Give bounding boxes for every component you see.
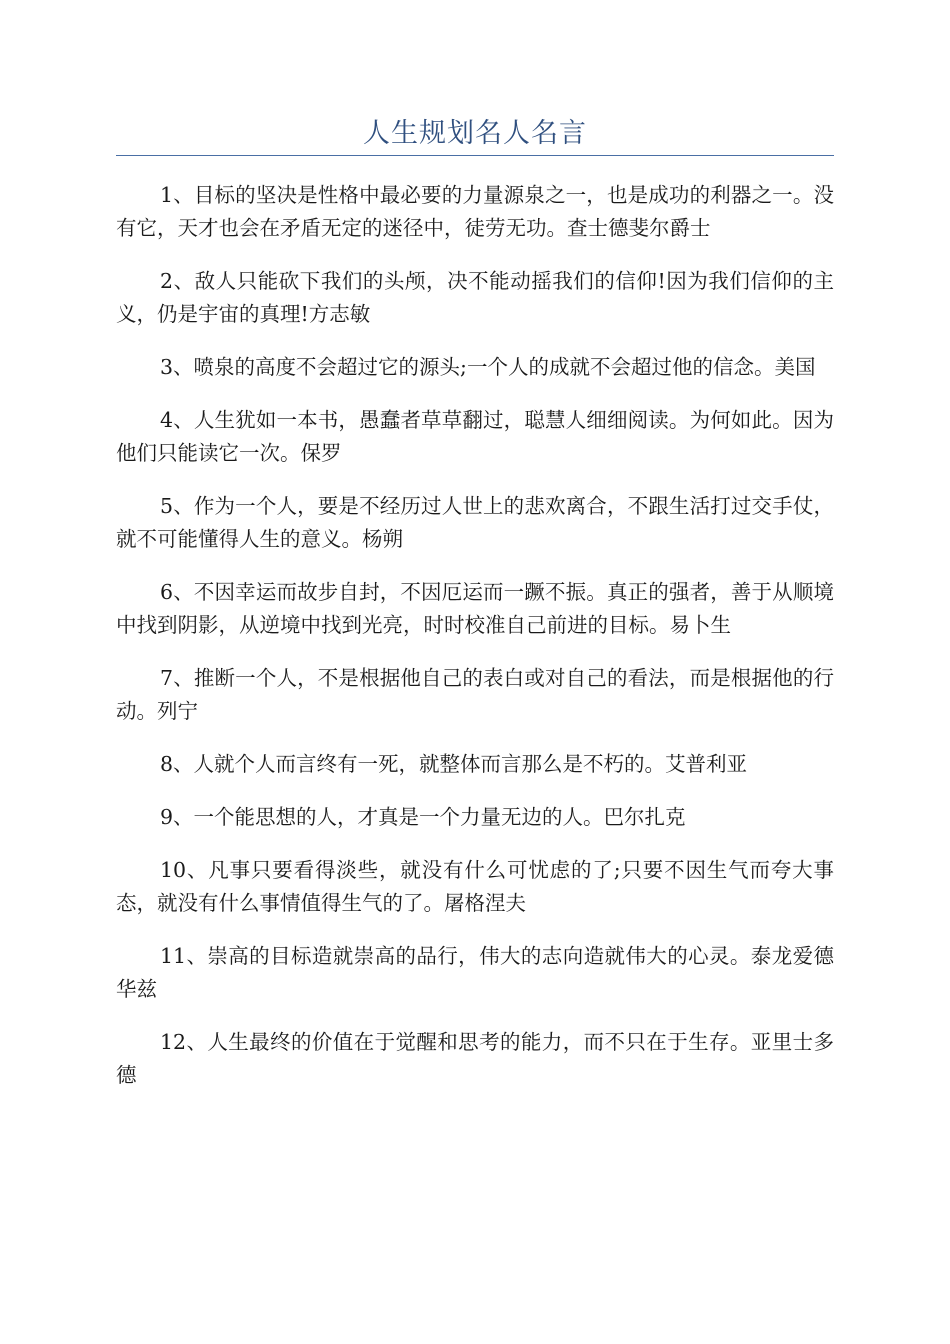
quote-item: 1、目标的坚决是性格中最必要的力量源泉之一，也是成功的利器之一。没有它，天才也会在矛盾无定的迷径中，徒劳无功。查士德斐尔爵士 <box>116 183 834 240</box>
quote-item: 9、一个能思想的人，才真是一个力量无边的人。巴尔扎克 <box>160 805 686 829</box>
quote-item: 7、推断一个人，不是根据他自己的表白或对自己的看法，而是根据他的行动。列宁 <box>116 666 834 723</box>
quote-list <box>116 179 834 1092</box>
quote-item: 10、凡事只要看得淡些，就没有什么可忧虑的了;只要不因生气而夸大事态，就没有什么事情值得生气的了。屠格涅夫 <box>116 858 834 915</box>
quote-item: 3、喷泉的高度不会超过它的源头;一个人的成就不会超过他的信念。美国 <box>160 355 816 379</box>
quote-item: 6、不因幸运而故步自封，不因厄运而一蹶不振。真正的强者，善于从顺境中找到阴影，从逆境中找到光亮，时时校准自己前进的目标。易卜生 <box>116 580 834 637</box>
document-title: 人生规划名人名言 <box>363 118 587 149</box>
title-underline <box>116 155 834 156</box>
quote-item: 2、敌人只能砍下我们的头颅，决不能动摇我们的信仰!因为我们信仰的主义，仍是宇宙的真理!方志敏 <box>116 269 834 326</box>
quote-item: 4、人生犹如一本书，愚蠢者草草翻过，聪慧人细细阅读。为何如此。因为他们只能读它一次。保罗 <box>116 408 834 465</box>
quote-item: 11、崇高的目标造就崇高的品行，伟大的志向造就伟大的心灵。泰龙爱德华兹 <box>116 944 834 1001</box>
quote-item: 5、作为一个人，要是不经历过人世上的悲欢离合，不跟生活打过交手仗，就不可能懂得人生的意义。杨朔 <box>116 494 834 551</box>
quote-item: 8、人就个人而言终有一死，就整体而言那么是不朽的。艾普利亚 <box>160 752 748 776</box>
quote-item: 12、人生最终的价值在于觉醒和思考的能力，而不只在于生存。亚里士多德 <box>116 1030 834 1087</box>
document-page <box>116 0 834 1112</box>
